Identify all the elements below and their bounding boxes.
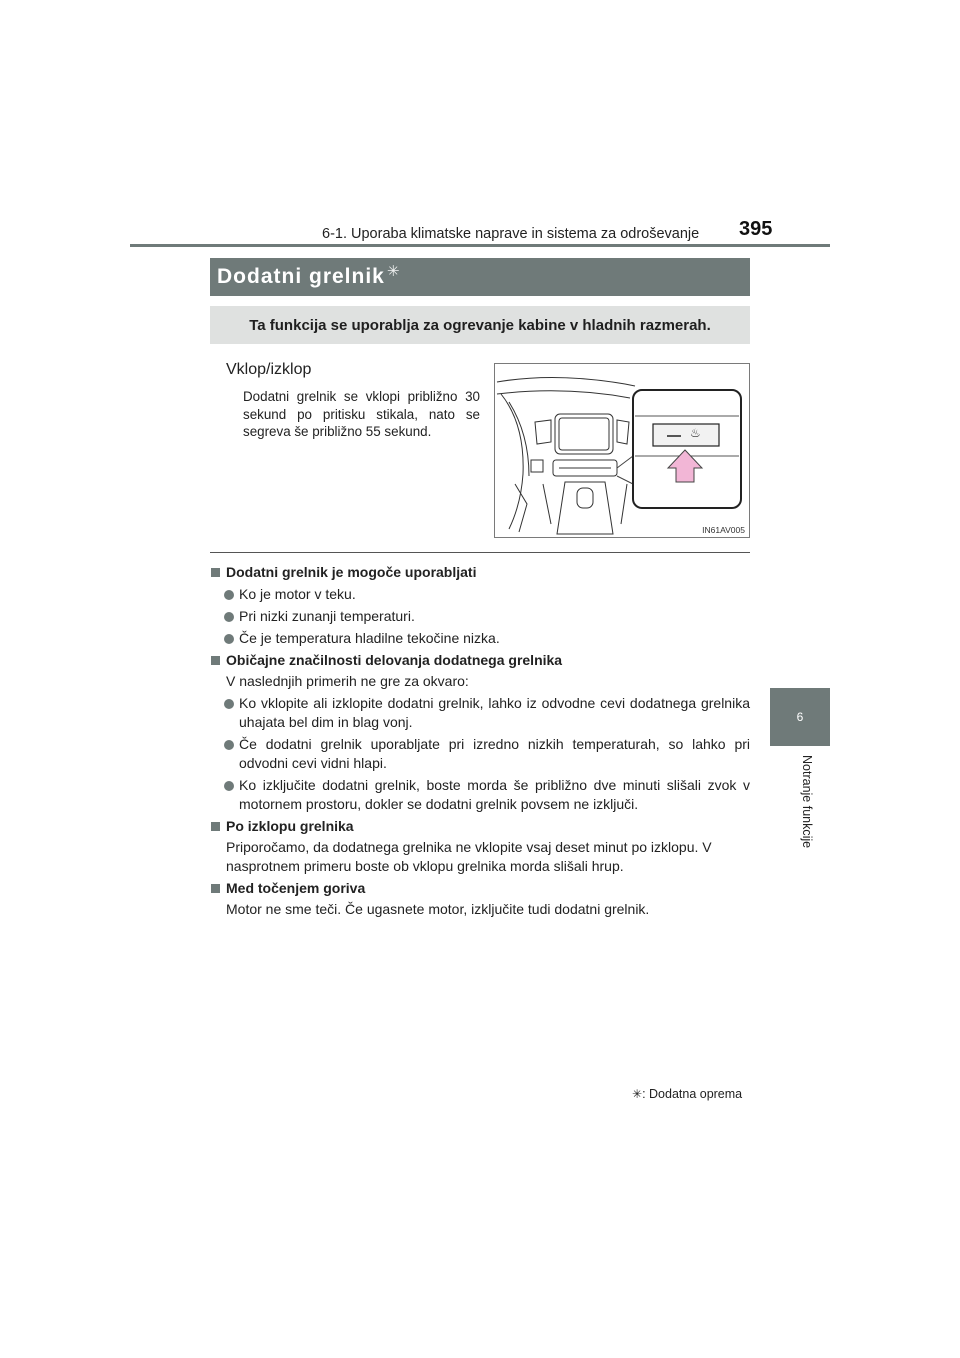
section-heading bbox=[210, 563, 750, 582]
list-item bbox=[210, 585, 750, 604]
section-heading-text: Običajne značilnosti delovanja dodatnega grelnika bbox=[226, 652, 563, 668]
section-paragraph: Motor ne sme teči. Če ugasnete motor, izključite tudi dodatni grelnik. bbox=[226, 901, 650, 917]
illustration-code: IN61AV005 bbox=[702, 525, 745, 535]
chapter-number: 6 bbox=[796, 710, 804, 724]
bullet-icon bbox=[224, 699, 234, 709]
page-title: Dodatni grelnik bbox=[217, 265, 385, 288]
chapter-tab bbox=[770, 688, 830, 746]
section-heading-text: Dodatni grelnik je mogoče uporabljati bbox=[226, 564, 477, 580]
dashboard-illustration bbox=[494, 363, 750, 538]
intro-box bbox=[210, 306, 750, 344]
bullet-icon bbox=[224, 612, 234, 622]
list-item-text: Ko je motor v teku. bbox=[239, 586, 356, 602]
list-item bbox=[210, 694, 750, 732]
subsection-description: Dodatni grelnik se vklopi približno 30 sekund po pritisku stikala, nato se segreva še približno 55 sekund. bbox=[243, 389, 480, 439]
header-rule bbox=[130, 244, 830, 247]
list-item-text: Pri nizki zunanji temperaturi. bbox=[239, 608, 415, 624]
footnote-asterisk: ✳ bbox=[632, 1087, 643, 1101]
list-item bbox=[210, 735, 750, 773]
footnote bbox=[632, 1087, 742, 1101]
list-item bbox=[210, 629, 750, 648]
seat-heater-button-icon: ♨ bbox=[690, 426, 701, 440]
bullet-icon bbox=[224, 740, 234, 750]
intro-text: Ta funkcija se uporablja za ogrevanje kabine v hladnih razmerah. bbox=[249, 316, 711, 334]
header-section-title: 6-1. Uporaba klimatske naprave in sistema za odroševanje bbox=[322, 226, 700, 242]
section-marker bbox=[211, 884, 220, 893]
bullet-icon bbox=[224, 590, 234, 600]
section-heading-text: Po izklopu grelnika bbox=[226, 818, 354, 834]
section-marker bbox=[211, 568, 220, 577]
section-marker bbox=[211, 822, 220, 831]
list-item-text: Če dodatni grelnik uporabljate pri izredno nizkih temperaturah, so lahko pri odvodni cevi vidni hlapi. bbox=[239, 736, 750, 771]
section-heading bbox=[210, 651, 750, 670]
footnote-text: : Dodatna oprema bbox=[642, 1087, 743, 1101]
content-body bbox=[210, 560, 750, 919]
list-item bbox=[210, 607, 750, 626]
subsection-title: Vklop/izklop bbox=[226, 361, 312, 378]
section-marker bbox=[211, 656, 220, 665]
list-item-text: Ko izključite dodatni grelnik, boste morda še približno dve minuti slišali zvok v motornem prostoru, dokler se dodatni grelnik povsem ne izključi. bbox=[239, 777, 750, 812]
section-heading-text: Med točenjem goriva bbox=[226, 880, 366, 896]
bullet-icon bbox=[224, 634, 234, 644]
section-heading bbox=[210, 879, 750, 898]
section-paragraph: Priporočamo, da dodatnega grelnika ne vklopite vsaj deset minut po izklopu. V nasprotnem primeru boste ob vklopu grelnika morda slišali hrup. bbox=[226, 839, 712, 874]
section-rule bbox=[210, 552, 750, 553]
title-bar bbox=[210, 258, 750, 296]
bullet-icon bbox=[224, 781, 234, 791]
dashboard-drawing bbox=[495, 364, 749, 537]
section-heading bbox=[210, 817, 750, 836]
list-item bbox=[210, 776, 750, 814]
optional-equipment-asterisk: ✳ bbox=[386, 263, 400, 280]
list-item-text: Ko vklopite ali izklopite dodatni grelnik, lahko iz odvodne cevi dodatnega grelnika uhajata bel dim in blag vonj. bbox=[239, 695, 750, 730]
page-number: 395 bbox=[739, 218, 773, 240]
list-item-text: Če je temperatura hladilne tekočine nizka. bbox=[239, 630, 500, 646]
chapter-label: Notranje funkcije bbox=[800, 755, 814, 849]
section-paragraph: V naslednjih primerih ne gre za okvaro: bbox=[226, 673, 469, 689]
